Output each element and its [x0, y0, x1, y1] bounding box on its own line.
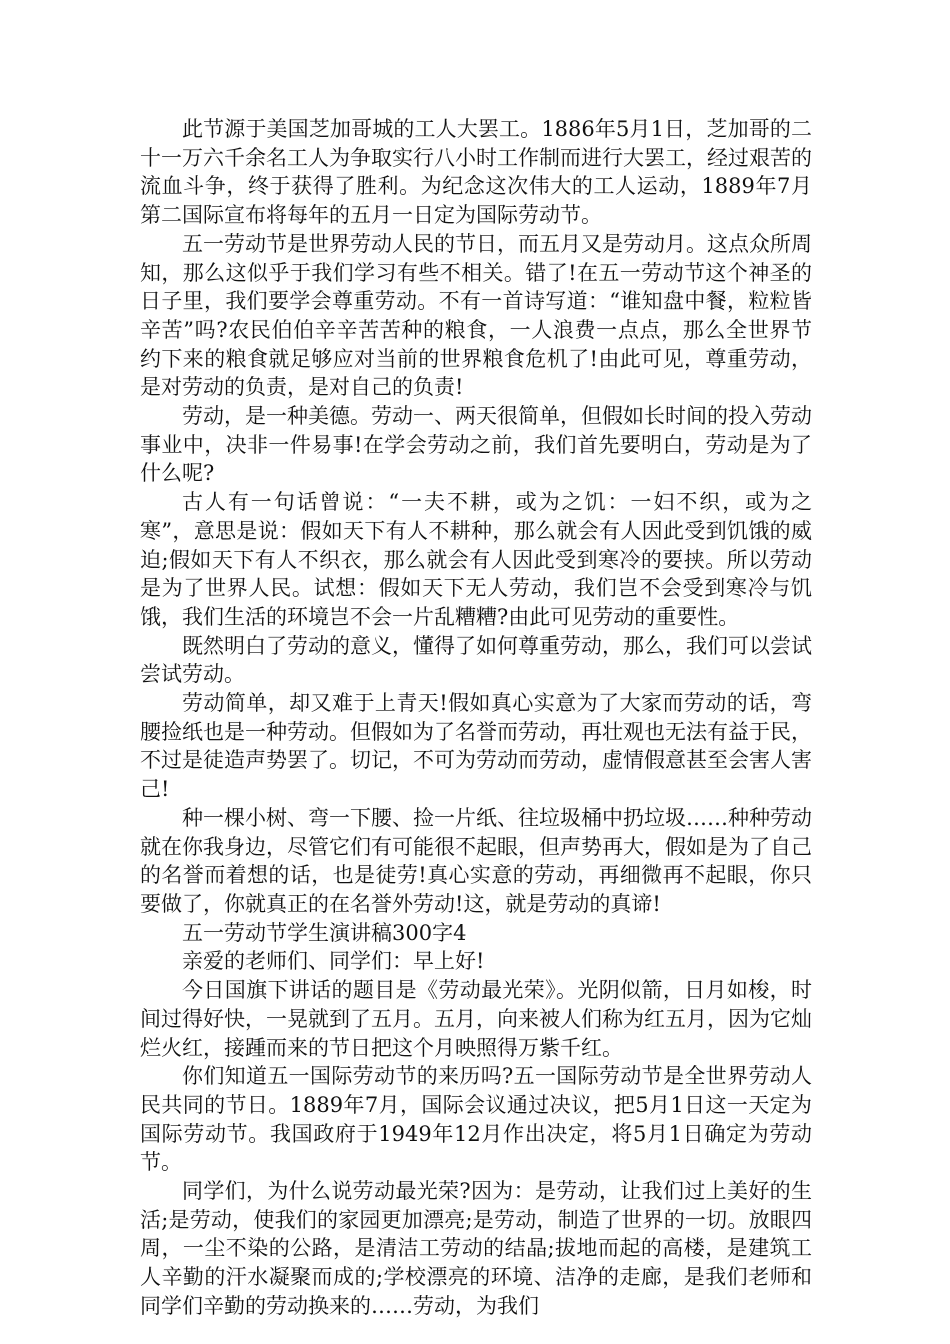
section-heading: 五一劳动节学生演讲稿300字4: [182, 920, 467, 945]
paragraph: 五一劳动节是世界劳动人民的节日，而五月又是劳动月。这点众所周知，那么这似乎于我们学习有些不相关。错了!在五一劳动节这个神圣的日子里，我们要学会尊重劳动。不有一首诗写道：“谁知盘中餐，粒粒皆辛苦”吗?农民伯伯辛辛苦苦种的粮食，一人浪费一点点，那么全世界节约下来的粮食就足够应对当前的世界粮食危机了!由此可见，尊重劳动，是对劳动的负责，是对自己的负责!: [140, 231, 812, 400]
paragraph: 种一棵小树、弯一下腰、捡一片纸、往垃圾桶中扔垃圾……种种劳动就在你我身边，尽管它们有可能很不起眼，但声势再大，假如是为了自己的名誉而着想的话，也是徒劳!真心实意的劳动，再细微再不起眼，你只要做了，你就真正的在名誉外劳动!这，就是劳动的真谛!: [140, 805, 812, 916]
paragraph: 古人有一句话曾说：“一夫不耕，或为之饥：一妇不织，或为之寒”，意思是说：假如天下有人不耕种，那么就会有人因此受到饥饿的威迫;假如天下有人不织衣，那么就会有人因此受到寒冷的要挟。所以劳动是为了世界人民。试想：假如天下无人劳动，我们岂不会受到寒冷与饥饿，我们生活的环境岂不会一片乱糟糟?由此可见劳动的重要性。: [140, 490, 812, 629]
paragraph: 你们知道五一国际劳动节的来历吗?五一国际劳动节是全世界劳动人民共同的节日。1889年7月，国际会议通过决议，把5月1日这一天定为国际劳动节。我国政府于1949年12月作出决定，将5月1日确定为劳动节。: [140, 1064, 812, 1175]
paragraph: 劳动，是一种美德。劳动一、两天很简单，但假如长时间的投入劳动事业中，决非一件易事!在学会劳动之前，我们首先要明白，劳动是为了什么呢?: [140, 404, 812, 486]
greeting: 亲爱的老师们、同学们：早上好!: [182, 949, 485, 974]
paragraph: 此节源于美国芝加哥城的工人大罢工。1886年5月1日，芝加哥的二十一万六千余名工人为争取实行八小时工作制而进行大罢工，经过艰苦的流血斗争，终于获得了胜利。为纪念这次伟大的工人运动，1889年7月第二国际宣布将每年的五月一日定为国际劳动节。: [140, 117, 812, 228]
paragraph: 同学们，为什么说劳动最光荣?因为：是劳动，让我们过上美好的生活;是劳动，使我们的家园更加漂亮;是劳动，制造了世界的一切。放眼四周，一尘不染的公路，是清洁工劳动的结晶;拔地而起的高楼，是建筑工人辛勤的汗水凝聚而成的;学校漂亮的环境、洁净的走廊，是我们老师和同学们辛勤的劳动换来的……劳动，为我们: [140, 1179, 812, 1318]
paragraph: 今日国旗下讲话的题目是《劳动最光荣》。光阴似箭，日月如梭，时间过得好快，一晃就到了五月。五月，向来被人们称为红五月，因为它灿烂火红，接踵而来的节日把这个月映照得万紫千红。: [140, 978, 812, 1060]
document-body: [140, 115, 812, 1321]
paragraph: 劳动简单，却又难于上青天!假如真心实意为了大家而劳动的话，弯腰捡纸也是一种劳动。但假如为了名誉而劳动，再壮观也无法有益于民，不过是徒造声势罢了。切记，不可为劳动而劳动，虚情假意甚至会害人害己!: [140, 691, 812, 802]
paragraph: 既然明白了劳动的意义，懂得了如何尊重劳动，那么，我们可以尝试尝试劳动。: [140, 633, 812, 687]
